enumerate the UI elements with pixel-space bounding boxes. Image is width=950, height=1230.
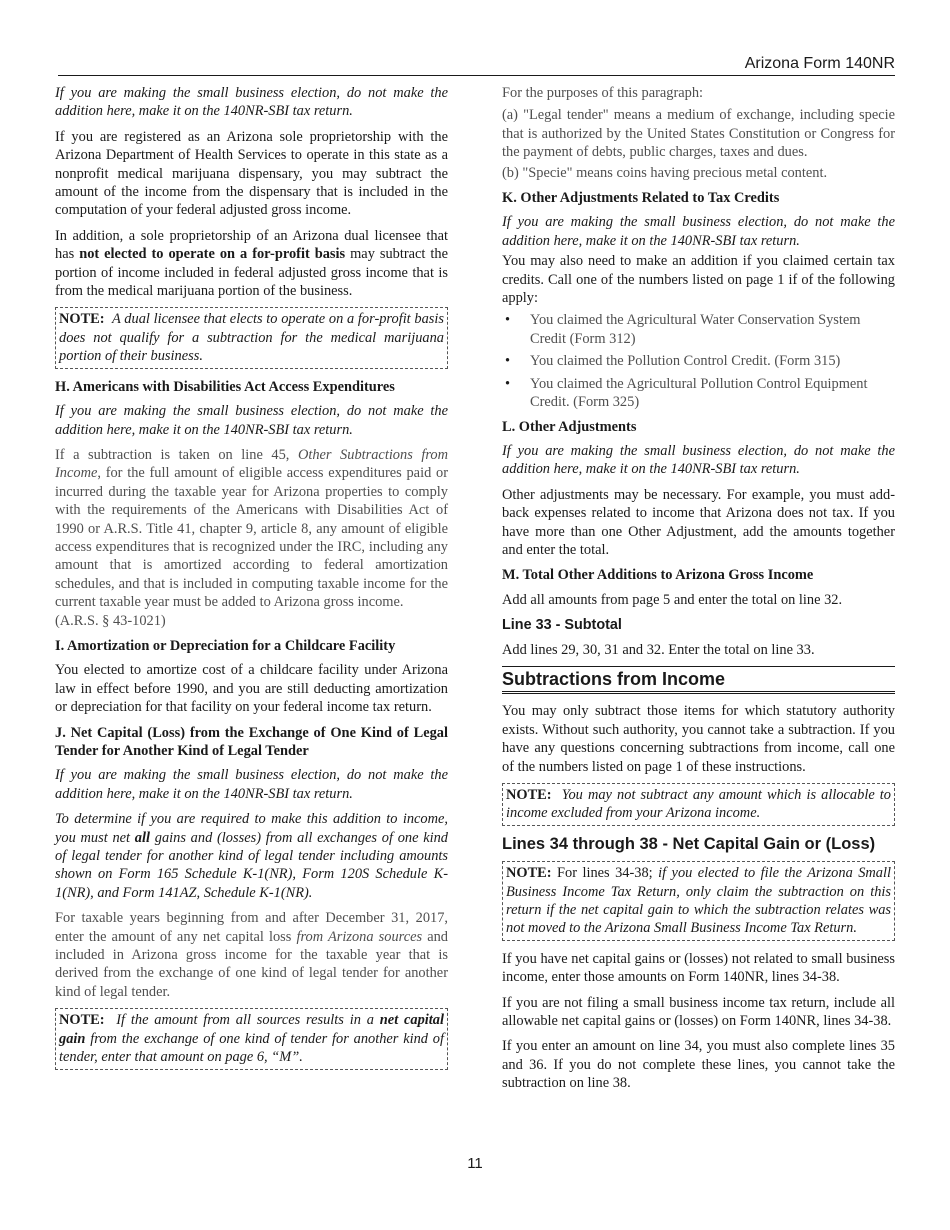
- section-heading-k: K. Other Adjustments Related to Tax Credits: [502, 190, 780, 207]
- paragraph: Add lines 29, 30, 31 and 32. Enter the total on line 33.: [502, 641, 815, 658]
- list-item: • You claimed the Agricultural Water Conservation System Credit (Form 312): [502, 311, 895, 348]
- subtractions-section-title: Subtractions from Income: [502, 666, 895, 694]
- line-33-heading: Line 33 - Subtotal: [502, 617, 622, 634]
- note-box: [502, 783, 895, 826]
- paragraph: If you are not filing a small business income tax return, include all allowable net capital gains or (losses) on Form 140NR, lines 34-38.: [502, 994, 895, 1030]
- paragraph: For the purposes of this paragraph:: [502, 85, 704, 101]
- list-item: • You claimed the Agricultural Pollution Control Equipment Credit. (Form 325): [502, 375, 895, 412]
- page-number: 11: [467, 1155, 483, 1172]
- header-rule: [58, 75, 895, 76]
- paragraph: If you enter an amount on line 34, you must also complete lines 35 and 36. If you do not complete these lines, you cannot take the subtraction on line 38.: [502, 1038, 895, 1092]
- paragraph: You may only subtract those items for which statutory authority exists. Without such authority, you cannot take a subtraction. If you have any questions concerning subtractions from income, call one of the numbers listed on page 1 of these instructions.: [502, 703, 895, 775]
- sbi-note: If you are making the small business election, do not make the addition here, make it on the 140NR-SBI tax return.: [55, 85, 448, 120]
- paragraph: You elected to amortize cost of a childcare facility under Arizona law in effect before 1990, and you are still deducting amortization or depreciation for that facility on your federal income tax return.: [55, 662, 448, 716]
- definition: (a) "Legal tender" means a medium of exchange, including specie that is authorized by the United States Constitution or Congress for the payment of debts, public charges, taxes and dues.: [502, 107, 895, 161]
- paragraph: If you have net capital gains or (losses) not related to small business income, enter those amounts on Form 140NR, lines 34-38.: [502, 950, 895, 986]
- paragraph: Add all amounts from page 5 and enter the total on line 32.: [502, 591, 843, 608]
- note-text: A dual licensee that elects to operate on a for-profit basis does not qualify for a subtraction for the medical marijuana portion of their business.: [59, 311, 445, 365]
- sbi-note: If you are making the small business election, do not make the addition here, make it on the 140NR-SBI tax return.: [55, 767, 448, 802]
- form-title: Arizona Form 140NR: [744, 55, 895, 72]
- section-heading-l: L. Other Adjustments: [502, 418, 637, 435]
- section-heading-i: I. Amortization or Depreciation for a Childcare Facility: [55, 637, 396, 654]
- note-box: [55, 307, 448, 368]
- list-item: • You claimed the Pollution Control Credit. (Form 315): [502, 352, 895, 370]
- paragraph: For taxable years beginning from and after December 31, 2017, enter the amount of any net capital loss from Arizona sources and included in Arizona gross income for the taxable year that is derived from the exchange of one kind of legal tender for another kind of legal tender.: [55, 910, 448, 1000]
- note-box: NOTE: For lines 34-38; if you elected to file the Arizona Small Business Income Tax Return, only claim the subtraction on this return if the net capital gain to which the subtraction relates was not moved to the Arizona Small Business Income Tax Return.: [502, 861, 895, 941]
- right-column: [502, 84, 895, 1100]
- definition: (b) "Specie" means coins having precious metal content.: [502, 164, 828, 181]
- note-text: You may not subtract any amount which is allocable to income excluded from your Arizona income.: [506, 787, 891, 822]
- paragraph: If a subtraction is taken on line 45, Other Subtractions from Income, for the full amount of eligible access expenditures paid or incurred during the taxable year for Arizona properties to comply with the requirements of the Americans with Disabilities Act of 1990 or A.R.S. Title 41, chapter 9, article 8, any amount of eligible access expenditures that is recognized under the IRC, including any amount that is amortized according to federal amortization schedules, and that is included in computing taxable income for the current taxable year must be added to Arizona gross income.: [55, 446, 448, 611]
- paragraph: If you are registered as an Arizona sole proprietorship with the Arizona Department of Health Services to operate in this state as a nonprofit medical marijuana dispensary, you may subtract the amount of the income from the dispensary that is included in the computation of your federal adjusted gross income.: [55, 128, 448, 219]
- sbi-note: If you are making the small business election, do not make the addition here, make it on the 140NR-SBI tax return.: [502, 214, 895, 249]
- paragraph: You may also need to make an addition if you claimed certain tax credits. Call one of the numbers listed on page 1 if of the following apply:: [502, 253, 895, 307]
- paragraph: To determine if you are required to make this addition to income, you must net all gains and (losses) from all exchanges of one kind of legal tender for another kind of legal tender including amounts shown on Form 165 Schedule K-1(NR), Form 120S Schedule K-1(NR), and Form 141AZ, Schedule K-1(NR).: [55, 811, 448, 901]
- section-heading-m: M. Total Other Additions to Arizona Gross Income: [502, 567, 814, 584]
- note-label: NOTE:: [506, 787, 552, 803]
- sbi-note: If you are making the small business election, do not make the addition here, make it on the 140NR-SBI tax return.: [55, 403, 448, 438]
- bullet-list: [502, 311, 895, 411]
- lines-34-38-heading: Lines 34 through 38 - Net Capital Gain or (Loss): [502, 834, 876, 853]
- left-column: [55, 84, 448, 1079]
- sbi-note: If you are making the small business election, do not make the addition here, make it on the 140NR-SBI tax return.: [502, 442, 895, 478]
- note-label: NOTE:: [506, 865, 552, 882]
- note-label: NOTE:: [59, 311, 105, 328]
- note-box: NOTE: If the amount from all sources results in a net capital gain from the exchange of one kind of tender for another kind of tender, enter that amount on page 6, “M”.: [55, 1008, 448, 1069]
- note-label: NOTE:: [59, 1012, 105, 1029]
- paragraph: In addition, a sole proprietorship of an Arizona dual licensee that has not elected to operate on a for-profit basis may subtract the portion of income included in federal adjusted gross income that is from the medical marijuana portion of the business.: [55, 227, 449, 300]
- paragraph: Other adjustments may be necessary. For example, you must add-back expenses related to income that Arizona does not tax. If you have more than one Other Adjustment, add the amounts together and enter the total.: [502, 486, 895, 558]
- section-heading-h: H. Americans with Disabilities Act Access Expenditures: [55, 378, 395, 395]
- citation: (A.R.S. § 43-1021): [55, 612, 166, 629]
- section-heading-j: J. Net Capital (Loss) from the Exchange of One Kind of Legal Tender for Another Kind of Legal Tender: [55, 724, 448, 759]
